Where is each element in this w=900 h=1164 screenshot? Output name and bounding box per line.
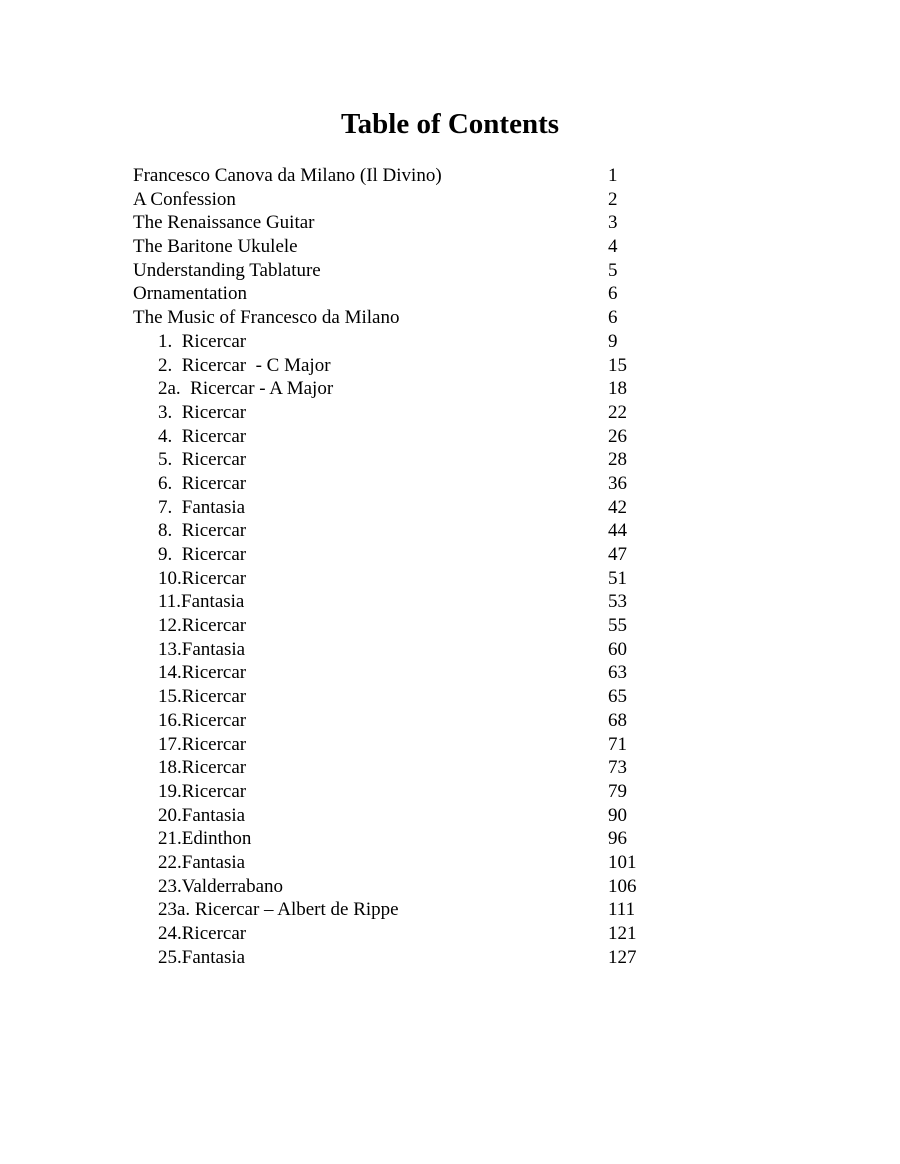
toc-entry xyxy=(133,898,693,922)
toc-entry xyxy=(133,946,693,970)
toc-entry xyxy=(133,922,693,946)
toc-entry xyxy=(133,188,693,212)
toc-entry xyxy=(133,756,693,780)
toc-entry-label: 11.Fantasia xyxy=(158,591,245,613)
toc-entry xyxy=(133,827,693,851)
toc-entry-label: 16.Ricercar xyxy=(158,709,247,731)
toc-entry-label: 22.Fantasia xyxy=(158,851,246,873)
toc-entry-page-number: 44 xyxy=(608,520,627,542)
toc-entry-page-number: 2 xyxy=(608,188,618,210)
toc-entry-label: 3. Ricercar xyxy=(158,401,247,423)
toc-entry-page-number: 101 xyxy=(608,851,637,873)
toc-entry-page-number: 53 xyxy=(608,591,627,613)
toc-entry-page-number: 22 xyxy=(608,401,627,423)
toc-entry xyxy=(133,211,693,235)
toc-entry-page-number: 47 xyxy=(608,544,627,565)
toc-entry-label: 19.Ricercar xyxy=(158,780,247,802)
toc-entry-page-number: 5 xyxy=(608,259,618,281)
toc-entry xyxy=(133,590,693,614)
toc-entry-label: 9. Ricercar xyxy=(158,544,247,565)
toc-entry xyxy=(133,401,693,425)
toc-entry xyxy=(133,259,693,283)
toc-entry-label: Understanding Tablature xyxy=(133,259,321,281)
toc-entry-label: 20.Fantasia xyxy=(158,804,246,826)
toc-entry-label: 2a. Ricercar - A Major xyxy=(158,378,334,400)
toc-entry xyxy=(133,685,693,709)
toc-entry-label: 7. Fantasia xyxy=(158,496,246,518)
toc-entry-label: Ornamentation xyxy=(133,283,247,305)
toc-entry-label: 12.Ricercar xyxy=(158,615,247,637)
toc-entry xyxy=(133,733,693,757)
toc-entry-label: 2. Ricercar - C Major xyxy=(158,354,331,376)
toc-entry-page-number: 96 xyxy=(608,828,627,850)
toc-entry xyxy=(133,472,693,496)
toc-entry-page-number: 9 xyxy=(608,330,618,352)
toc-entry xyxy=(133,661,693,685)
toc-entry-page-number: 106 xyxy=(608,875,637,897)
toc-entry-page-number: 121 xyxy=(608,923,637,944)
toc-entry-page-number: 28 xyxy=(608,449,627,471)
toc-entry-label: 10.Ricercar xyxy=(158,567,247,589)
toc-entry-label: 15.Ricercar xyxy=(158,686,247,708)
toc-entry-label: 14.Ricercar xyxy=(158,662,247,684)
toc-entry-page-number: 68 xyxy=(608,709,627,731)
toc-entry-page-number: 60 xyxy=(608,638,627,660)
toc-entry-page-number: 26 xyxy=(608,425,627,447)
toc-entry-label: 8. Ricercar xyxy=(158,520,247,542)
toc-entry-label: 23.Valderrabano xyxy=(158,875,284,897)
toc-entry-page-number: 63 xyxy=(608,662,627,684)
toc-entry xyxy=(133,780,693,804)
toc-entry-label: 13.Fantasia xyxy=(158,638,246,660)
toc-entry-page-number: 71 xyxy=(608,733,627,755)
toc-entry-page-number: 55 xyxy=(608,615,627,637)
toc-entry-label: Francesco Canova da Milano (Il Divino) xyxy=(133,165,442,186)
toc-entry-page-number: 90 xyxy=(608,804,627,826)
toc-entry-label: 21.Edinthon xyxy=(158,828,252,850)
toc-entry xyxy=(133,425,693,449)
toc-entry xyxy=(133,377,693,401)
toc-entry-page-number: 73 xyxy=(608,757,627,779)
toc-entry xyxy=(133,330,693,354)
toc-entry-label: 24.Ricercar xyxy=(158,923,247,944)
toc-entry-label: A Confession xyxy=(133,188,236,210)
toc-entry-page-number: 42 xyxy=(608,496,627,518)
toc-entry xyxy=(133,496,693,520)
toc-entry-label: 17.Ricercar xyxy=(158,733,247,755)
toc-entry-page-number: 127 xyxy=(608,946,637,968)
toc-entry xyxy=(133,567,693,591)
toc-entry xyxy=(133,306,693,330)
toc-entry-page-number: 1 xyxy=(608,165,618,186)
toc-entry-page-number: 15 xyxy=(608,354,627,376)
toc-entry-label: 6. Ricercar xyxy=(158,472,247,494)
toc-entry-label: 18.Ricercar xyxy=(158,757,247,779)
table-of-contents xyxy=(133,164,693,969)
toc-entry-label: 4. Ricercar xyxy=(158,425,247,447)
toc-entry-label: The Baritone Ukulele xyxy=(133,236,298,258)
toc-entry-page-number: 4 xyxy=(608,236,618,258)
toc-entry-page-number: 18 xyxy=(608,378,627,400)
toc-entry xyxy=(133,638,693,662)
toc-entry xyxy=(133,851,693,875)
toc-entry-page-number: 79 xyxy=(608,780,627,802)
toc-entry xyxy=(133,448,693,472)
toc-entry xyxy=(133,709,693,733)
toc-entry-page-number: 65 xyxy=(608,686,627,708)
toc-entry xyxy=(133,875,693,899)
toc-entry-label: The Renaissance Guitar xyxy=(133,212,315,234)
toc-entry-label: 25.Fantasia xyxy=(158,946,246,968)
toc-entry xyxy=(133,543,693,567)
toc-entry xyxy=(133,282,693,306)
page-title: Table of Contents xyxy=(340,108,560,140)
toc-entry xyxy=(133,354,693,378)
toc-entry-label: 5. Ricercar xyxy=(158,449,247,471)
toc-entry xyxy=(133,614,693,638)
toc-entry-page-number: 36 xyxy=(608,472,627,494)
toc-entry xyxy=(133,804,693,828)
toc-entry-page-number: 3 xyxy=(608,212,618,234)
toc-entry xyxy=(133,235,693,259)
toc-entry-page-number: 51 xyxy=(608,567,627,589)
toc-entry-page-number: 6 xyxy=(608,307,618,329)
toc-entry-label: 1. Ricercar xyxy=(158,330,247,352)
toc-entry-page-number: 6 xyxy=(608,283,618,305)
toc-entry-page-number: 111 xyxy=(608,899,636,921)
toc-entry-label: The Music of Francesco da Milano xyxy=(133,307,400,329)
toc-entry-label: 23a. Ricercar – Albert de Rippe xyxy=(158,899,399,921)
toc-entry xyxy=(133,164,693,188)
toc-entry xyxy=(133,519,693,543)
